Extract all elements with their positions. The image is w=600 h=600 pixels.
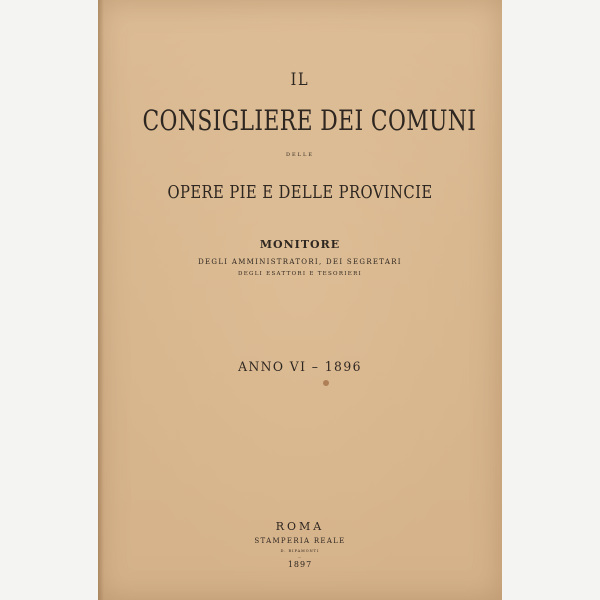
title-page [98, 0, 502, 600]
page-edge-shadow [98, 0, 104, 600]
imprint-year: 1897 [287, 560, 313, 569]
monitor-line-1: DEGLI AMMINISTRATORI, DEI SEGRETARI [198, 258, 402, 266]
monitor-line-2: DEGLI ESATTORI E TESORIERI [237, 271, 363, 277]
imprint-small-line-1: D. RIPAMONTI [280, 549, 320, 553]
ink-spot [323, 380, 329, 386]
imprint-printer: STAMPERIA REALE [254, 537, 346, 545]
subtitle: OPERE PIE E DELLE PROVINCIE [167, 182, 433, 203]
imprint-small-line-2: — [298, 555, 302, 559]
title-connector: DELLE [286, 152, 314, 158]
volume-year: ANNO VI – 1896 [238, 360, 362, 375]
imprint-city: ROMA [275, 520, 325, 533]
main-title: CONSIGLIERE DEI COMUNI [142, 104, 477, 137]
monitor-heading: MONITORE [259, 238, 341, 251]
title-article: IL [290, 70, 310, 90]
